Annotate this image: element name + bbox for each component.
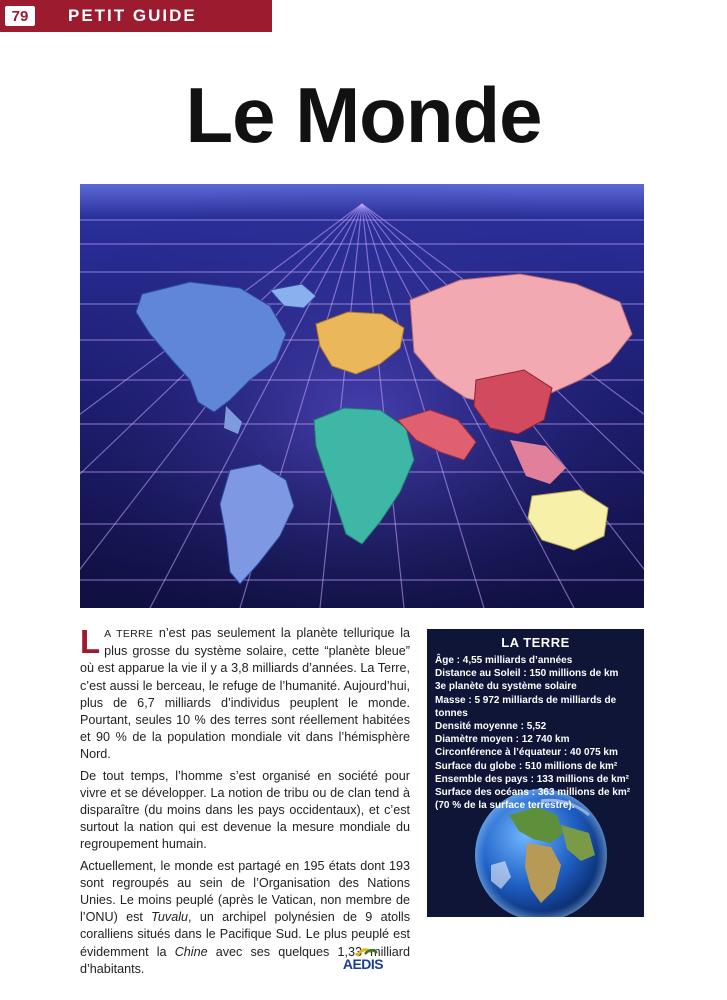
paragraph-1-text: n’est pas seulement la planète tellurique la plus grosse du système solaire, cette “planète bleue” où est apparue la vie il y a 3,8 milliards d’années. La Terre, c’est aussi le berceau, le refuge de l’humanité. Aujourd’hui, plus de 6,7 milliards d’individus peuplent le monde. Pourtant, seules 10 % des terres sont réellement habitées et 90 % de la population mondiale vit dans l’hémisphère Nord. — [80, 626, 410, 762]
chine-term: Chine — [174, 944, 208, 959]
fact-item: Surface du globe : 510 millions de km² — [435, 760, 618, 772]
paragraph-3-part-c: avec ses quelques 1,33 milliard d’habitants. — [80, 944, 410, 976]
paragraph-3-part-b: , un archipel polynésien de 9 atolls coralliens situés dans le Pacifique Sud. Le plus peuplé est évidemment la — [80, 910, 410, 959]
fact-list — [435, 654, 638, 812]
page-title: Le Monde — [185, 71, 542, 159]
fact-item: Masse : 5 972 milliards de milliards de tonnes — [435, 694, 617, 719]
fact-item: Densité moyenne : 5,52 — [435, 721, 547, 733]
publisher-logo-text: AEDIS — [342, 956, 384, 972]
fact-item: Diamètre moyen : 12 740 km — [435, 734, 570, 746]
paragraph-2: De tout temps, l’homme s’est organisé en société pour vivre et se développer. La notion de tribu ou de clan tend à disparaître (du moins dans les pays occidentaux), et c’est surtout la nation qui est devenue la mesure mondiale du regroupement humain. — [80, 768, 410, 852]
paragraph-3-part-a: Actuellement, le monde est partagé en 195 états dont 193 sont regroupés au sein de l’Organisation des Nations Unies. Le moins peuplé (après le Vatican, non membre de l’ONU) est — [80, 858, 410, 925]
fact-item: Âge : 4,55 milliards d’années — [435, 655, 573, 666]
fact-box-title: LA TERRE — [501, 635, 570, 650]
fact-item: Ensemble des pays : 133 millions de km² — [435, 773, 629, 785]
header-band — [0, 0, 272, 32]
fact-item: Distance au Soleil : 150 millions de km — [435, 668, 619, 680]
article-body — [80, 625, 410, 982]
paragraph-1 — [80, 625, 410, 764]
world-map-illustration — [80, 184, 644, 608]
paragraph-1-smallcaps: A TERRE — [104, 628, 154, 640]
issue-number-badge: 79 — [3, 4, 37, 28]
earth-fact-box — [427, 629, 644, 917]
fact-item: 3e planète du système solaire — [435, 681, 577, 693]
tuvalu-term: Tuvalu — [151, 910, 189, 925]
fact-item: Circonférence à l’équateur : 40 075 km — [435, 747, 618, 759]
fact-item: Surface des océans : 363 millions de km² (70 % de la surface terrestre). — [435, 787, 631, 812]
series-title: PETIT GUIDE — [68, 6, 197, 25]
drop-cap: L — [80, 623, 101, 660]
publisher-logo — [337, 946, 389, 974]
